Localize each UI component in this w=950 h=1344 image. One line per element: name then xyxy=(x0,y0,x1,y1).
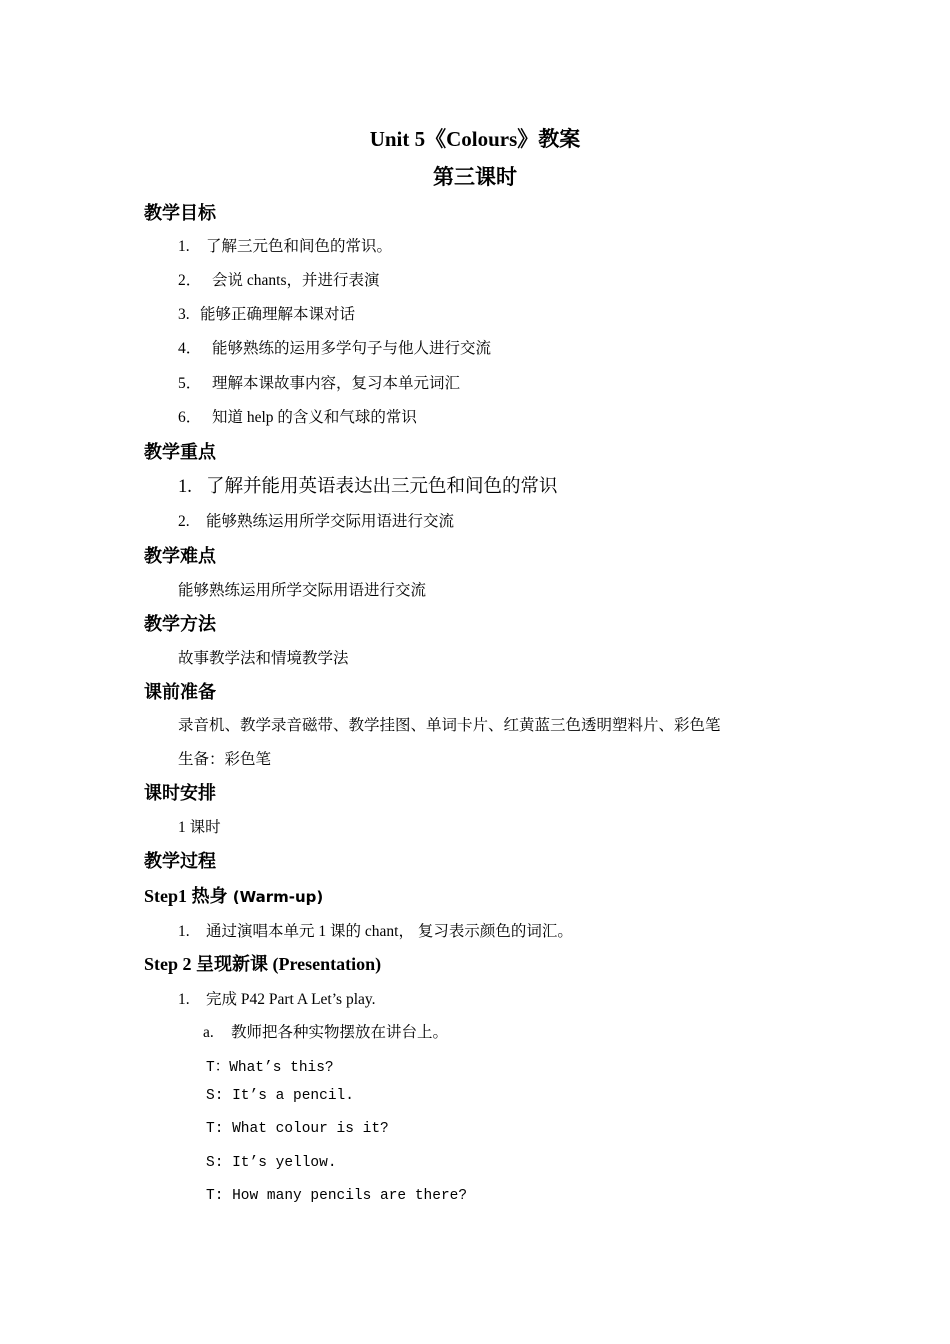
dialogue-line: T：What’s this? xyxy=(206,1060,334,1076)
list-item: a. 教师把各种实物摆放在讲台上。 xyxy=(203,1024,449,1041)
methods-heading: 教学方法 xyxy=(144,614,216,634)
document-title: Unit 5《Colours》教案 xyxy=(369,127,581,151)
step1-title: Step1 热身 (Warm-up) xyxy=(144,886,324,906)
objectives-heading: 教学目标 xyxy=(144,203,216,223)
list-item: 1. 了解三元色和间色的常识。 xyxy=(178,238,393,255)
difficulties-heading: 教学难点 xyxy=(144,546,216,566)
dialogue-line: T: How many pencils are there? xyxy=(206,1188,468,1204)
list-item: 4． 能够熟练的运用多学句子与他人进行交流 xyxy=(178,340,492,357)
preparation-heading: 课前准备 xyxy=(144,682,216,702)
list-item: 6． 知道 help 的含义和气球的常识 xyxy=(178,409,417,426)
list-item: 3. 能够正确理解本课对话 xyxy=(178,306,356,323)
lesson-period-title: 第三课时 xyxy=(433,165,517,189)
list-item: 1. 完成 P42 Part A Let’s play. xyxy=(178,991,376,1008)
preparation-student-text: 生备：彩色笔 xyxy=(178,751,272,768)
schedule-text: 1 课时 xyxy=(178,819,221,836)
schedule-heading: 课时安排 xyxy=(144,783,216,803)
process-heading: 教学过程 xyxy=(144,851,216,871)
list-item: 1. 了解并能用英语表达出三元色和间色的常识 xyxy=(178,477,558,497)
list-item: 1. 通过演唱本单元 1 课的 chant， 复习表示颜色的词汇。 xyxy=(178,923,573,940)
list-item: 2. 能够熟练运用所学交际用语进行交流 xyxy=(178,513,455,530)
step2-title: Step 2 呈现新课 (Presentation) xyxy=(144,954,382,974)
key-points-heading: 教学重点 xyxy=(144,442,216,462)
dialogue-line: S: It’s yellow. xyxy=(206,1155,337,1171)
preparation-text: 录音机、教学录音磁带、教学挂图、单词卡片、红黄蓝三色透明塑料片、彩色笔 xyxy=(178,717,721,734)
difficulties-text: 能够熟练运用所学交际用语进行交流 xyxy=(178,582,427,599)
list-item: 2． 会说 chants，并进行表演 xyxy=(178,272,380,289)
list-item: 5． 理解本课故事内容，复习本单元词汇 xyxy=(178,375,461,392)
dialogue-line: S: It’s a pencil. xyxy=(206,1088,354,1104)
dialogue-line: T: What colour is it? xyxy=(206,1121,389,1137)
methods-text: 故事教学法和情境教学法 xyxy=(178,650,349,667)
